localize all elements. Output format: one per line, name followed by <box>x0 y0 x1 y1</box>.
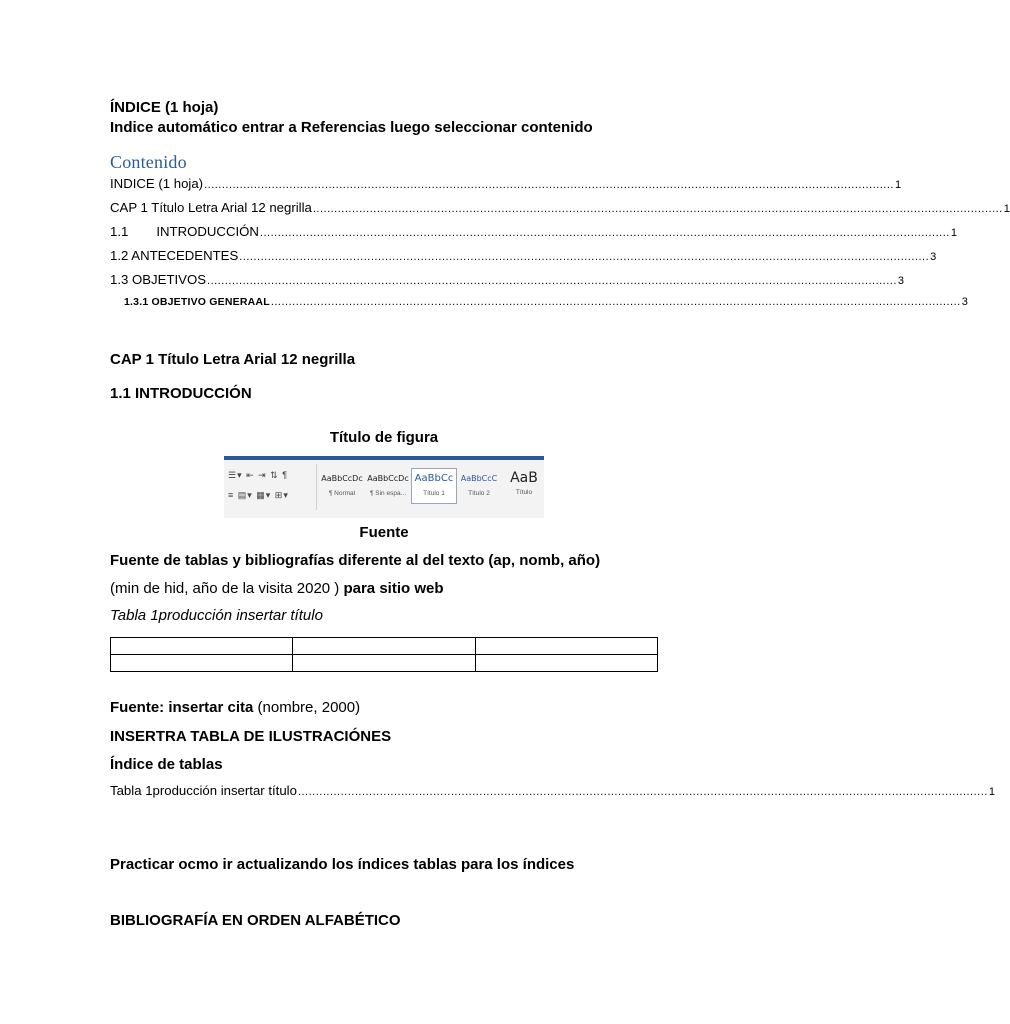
toc-entry-number: 1.1 <box>110 224 129 239</box>
illustrations-heading: INSERTRA TABLA DE ILUSTRACIÓNES <box>110 728 392 745</box>
style-preview: AaBbCc <box>414 473 454 484</box>
toc-entry-text <box>110 224 259 239</box>
toc-entry-page: 1 <box>1003 203 1010 215</box>
table-caption: Tabla 1producción insertar título <box>110 607 323 624</box>
tables-index-page: 1 <box>988 786 995 798</box>
style-no-spacing[interactable] <box>366 468 410 502</box>
toc-entry-text: 1.3 OBJETIVOS <box>110 272 207 287</box>
indent-icons: ☰▾ ⇤ ⇥ ⇅ ¶ <box>228 470 289 480</box>
web-source-note <box>110 580 444 597</box>
citation-label: Fuente: insertar cita <box>110 699 254 716</box>
toc-entry-text: 1.3.1 OBJETIVO GENERAAL <box>124 296 270 308</box>
style-heading-2[interactable] <box>457 468 501 502</box>
toc-leader: .................................................................................................................................................................................................. <box>259 227 950 239</box>
toc-entry[interactable] <box>110 248 937 263</box>
table-cell[interactable] <box>293 655 475 672</box>
style-preview: AaB <box>510 470 538 486</box>
practice-note: Practicar ocmo ir actualizando los índices tablas para los índices <box>110 856 575 873</box>
toc-leader: .................................................................................................................................................................................................. <box>207 275 897 287</box>
citation-line <box>110 699 360 716</box>
table-cell[interactable] <box>475 655 657 672</box>
ribbon-divider <box>316 464 317 510</box>
toc-entry-page: 3 <box>961 296 968 308</box>
toc-entry-text: 1.2 ANTECEDENTES <box>110 248 239 263</box>
citation-value: (nombre, 2000) <box>253 699 361 716</box>
web-source-plain: (min de hid, año de la visita 2020 ) <box>110 580 344 597</box>
table-row <box>111 655 658 672</box>
toc-leader: .................................................................................................................................................................................................. <box>239 251 930 263</box>
tables-index-title: Índice de tablas <box>110 756 223 773</box>
toc-entry-page: 3 <box>897 275 905 287</box>
toc-leader: .................................................................................................................................................................................................. <box>270 296 961 308</box>
tables-index-entry[interactable] <box>110 783 995 798</box>
toc-entry[interactable] <box>124 296 968 308</box>
toc-entry[interactable] <box>110 272 905 287</box>
toc-leader: .................................................................................................................................................................................................. <box>204 179 894 191</box>
toc-entry-page: 1 <box>894 179 902 191</box>
ribbon-screenshot <box>224 456 544 518</box>
table-cell[interactable] <box>111 638 293 655</box>
bibliography-heading: BIBLIOGRAFÍA EN ORDEN ALFABÉTICO <box>110 912 401 929</box>
toc-entry[interactable] <box>110 224 957 239</box>
toc-entry-page: 3 <box>930 251 937 263</box>
style-preview: AaBbCcDc <box>367 474 409 483</box>
toc-entry-page: 1 <box>950 227 957 239</box>
style-heading-1[interactable] <box>411 468 457 504</box>
toc-title: Contenido <box>110 152 187 172</box>
table-cell[interactable] <box>475 638 657 655</box>
tables-index-text: Tabla 1producción insertar título <box>110 783 297 798</box>
style-preview: AaBbCcC <box>460 474 498 483</box>
section-title: 1.1 INTRODUCCIÓN <box>110 385 252 402</box>
index-heading: ÍNDICE (1 hoja) <box>110 99 219 116</box>
index-instruction: Indice automático entrar a Referencias luego seleccionar contenido <box>110 119 593 136</box>
style-name: ¶ Sin espa... <box>369 490 406 497</box>
toc-entry[interactable] <box>110 176 902 191</box>
chapter-title: CAP 1 Título Letra Arial 12 negrilla <box>110 351 356 368</box>
paragraph-group <box>224 460 316 518</box>
web-source-bold: para sitio web <box>343 580 444 597</box>
figure-source: Fuente <box>359 524 409 541</box>
table-cell[interactable] <box>293 638 475 655</box>
toc-entry-text: INDICE (1 hoja) <box>110 176 204 191</box>
table-cell[interactable] <box>111 655 293 672</box>
toc-entry-label: INTRODUCCIÓN <box>156 224 259 239</box>
table-row <box>111 638 658 655</box>
placeholder-table[interactable] <box>110 637 658 672</box>
figure-title: Título de figura <box>329 429 439 446</box>
toc-leader: .................................................................................................................................................................................................. <box>297 786 988 798</box>
style-title[interactable] <box>502 468 546 502</box>
align-icons: ≡ ▤▾ ▦▾ ⊞▾ <box>228 490 289 500</box>
style-name: Título 2 <box>468 490 490 497</box>
style-name: ¶ Normal <box>328 490 356 497</box>
sources-rule: Fuente de tablas y bibliografías diferente al del texto (ap, nomb, año) <box>110 552 601 569</box>
style-name: Título 1 <box>423 490 445 497</box>
style-preview: AaBbCcDc <box>321 474 363 483</box>
toc-entry-text: CAP 1 Título Letra Arial 12 negrilla <box>110 200 312 215</box>
toc-entry[interactable] <box>110 200 1010 215</box>
style-name: Título <box>515 489 533 496</box>
style-normal[interactable] <box>320 468 364 502</box>
toc-leader: .................................................................................................................................................................................................. <box>312 203 1003 215</box>
